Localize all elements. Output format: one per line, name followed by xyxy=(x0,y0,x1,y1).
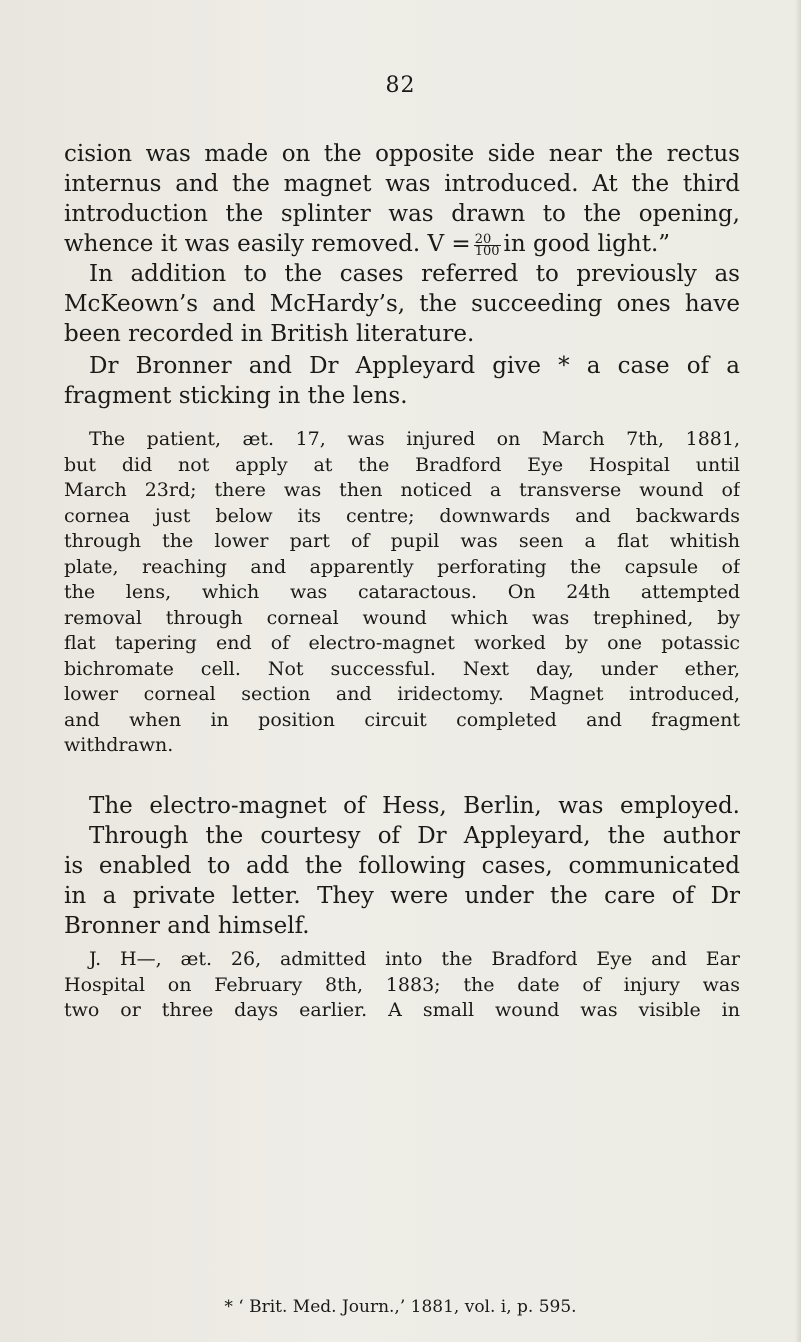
text-line: internus and the magnet was introduced. At the third xyxy=(64,171,740,197)
text-line: through the lower part of pupil was seen a flat whitish xyxy=(64,530,740,552)
text-line: lower corneal section and iridectomy. Magnet introduced, xyxy=(64,683,740,705)
visual-acuity-fraction xyxy=(474,231,501,259)
text-line: in a private letter. They were under the care of Dr xyxy=(64,883,740,909)
case-report-paragraph xyxy=(64,427,740,759)
text-line: fragment sticking in the lens. xyxy=(64,383,408,409)
text-line: cornea just below its centre; downwards and backwards xyxy=(64,504,740,527)
text-line: Bronner and himself. xyxy=(64,913,310,939)
fraction-denominator: 100 xyxy=(474,243,500,259)
text-line: the lens, which was cataractous. On 24th attempted xyxy=(64,581,740,603)
text-line: bichromate cell. Not successful. Next day, under ether, xyxy=(64,657,740,680)
text-line: been recorded in British literature. xyxy=(64,321,475,347)
text-line: removal through corneal wound which was trephined, by xyxy=(64,606,740,629)
text-line: and when in position circuit completed and fragment xyxy=(64,708,740,731)
text-line: Through the courtesy of Dr Appleyard, the author xyxy=(89,823,740,849)
text-line: two or three days earlier. A small wound was visible in xyxy=(64,999,740,1021)
text-line: but did not apply at the Bradford Eye Hospital until xyxy=(64,453,740,476)
text-line: flat tapering end of electro-magnet worked by one potassic xyxy=(64,632,740,654)
paragraph-continuation xyxy=(64,139,740,259)
text-line: The patient, æt. 17, was injured on March 7th, 1881, xyxy=(89,428,740,450)
text-line: In addition to the cases referred to previously as xyxy=(89,261,740,287)
text-line-with-fraction xyxy=(64,229,740,259)
text-line: Dr Bronner and Dr Appleyard give * a case of a xyxy=(89,353,740,379)
text-line: plate, reaching and apparently perforating the capsule of xyxy=(64,555,740,578)
text-segment: in good light.” xyxy=(503,231,671,257)
text-line: March 23rd; there was then noticed a transverse wound of xyxy=(64,479,740,501)
text-line: cision was made on the opposite side near the rectus xyxy=(64,141,740,167)
text-line: withdrawn. xyxy=(64,734,174,756)
text-segment: whence it was easily removed. V = xyxy=(64,231,471,257)
text-line: J. H—, æt. 26, admitted into the Bradford Eye and Ear xyxy=(89,948,740,970)
text-line: introduction the splinter was drawn to the opening, xyxy=(64,201,740,227)
page-number: 82 xyxy=(385,73,416,98)
text-line: The electro-magnet of Hess, Berlin, was employed. xyxy=(89,793,740,819)
paragraph-bronner-appleyard xyxy=(64,351,740,411)
text-line: is enabled to add the following cases, communicated xyxy=(64,853,740,879)
text-line: McKeown’s and McHardy’s, the succeeding ones have xyxy=(64,291,740,317)
paragraph-hess-magnet xyxy=(64,791,740,941)
page-edge-shadow xyxy=(795,0,801,1342)
text-line: Hospital on February 8th, 1883; the date of injury was xyxy=(64,973,740,996)
paragraph-introduction xyxy=(64,259,740,349)
case-report-paragraph xyxy=(64,947,740,1024)
footnote: * ‘ Brit. Med. Journ.,’ 1881, vol. i, p. 595. xyxy=(224,1297,577,1317)
fraction-numerator: 20 xyxy=(474,234,501,246)
